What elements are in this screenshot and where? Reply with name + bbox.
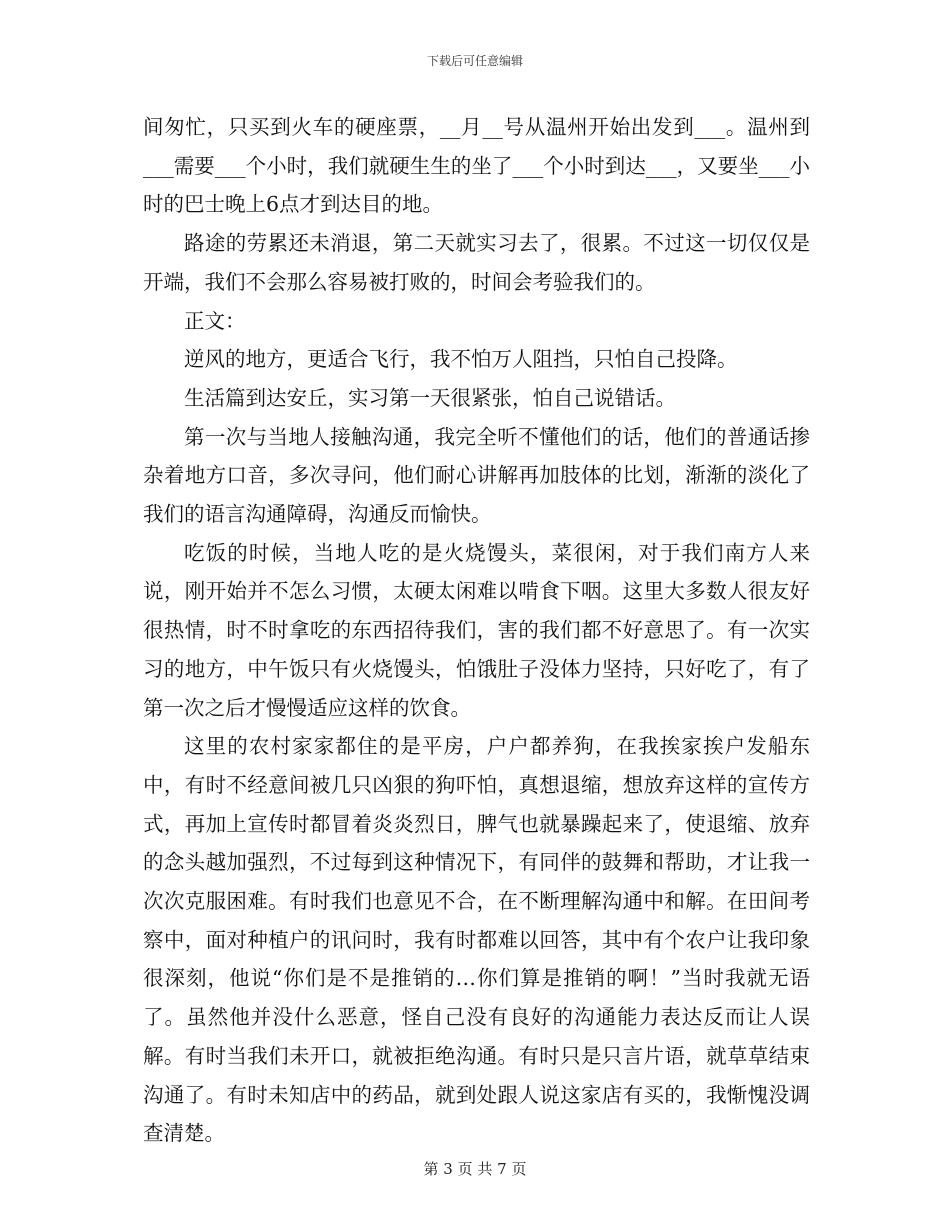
paragraph: 第一次与当地人接触沟通，我完全听不懂他们的话，他们的普通话掺杂着地方口音，多次寻问，他们耐心讲解再加肢体的比划，渐渐的淡化了我们的语言沟通障碍，沟通反而愉快。 bbox=[143, 424, 810, 527]
paragraph-continuation: 间匆忙，只买到火车的硬座票，__月__号从温州开始出发到___。温州到___需要___个小时，我们就硬生生的坐了___个小时到达___，又要坐___小时的巴士晚上6点才到达目的地。 bbox=[143, 115, 810, 217]
paragraph: 逆风的地方，更适合飞行，我不怕万人阻挡，只怕自己投降。 bbox=[184, 347, 738, 372]
paragraph: 这里的农村家家都住的是平房，户户都养狗，在我挨家挨户发船东中，有时不经意间被几只凶狠的狗吓怕，真想退缩，想放弃这样的宣传方式，再加上宣传时都冒着炎炎烈日，脾气也就暴躁起来了，使退缩、放弃的念头越加强烈，不过每到这种情况下，有同伴的鼓舞和帮助，才让我一次次克服困难。有时我们也意见不合，在不断理解沟通中和解。在田间考察中，面对种植户的讯问时，我有时都难以回答，其中有个农户让我印象很深刻，他说“你们是不是推销的…你们算是推销的啊！”当时我就无语了。虽然他并没什么恶意，怪自己没有良好的沟通能力表达反而让人误解。有时当我们未开口，就被拒绝沟通。有时只是只言片语，就草草结束沟通了。有时未知店中的药品，就到处跟人说这家店有买的，我惭愧没调查清楚。 bbox=[143, 734, 810, 1146]
page-header: 下载后可任意编辑 bbox=[426, 54, 523, 68]
section-heading: 正文： bbox=[184, 308, 246, 333]
paragraph: 生活篇到达安丘，实习第一天很紧张，怕自己说错话。 bbox=[184, 385, 676, 410]
paragraph: 路途的劳累还未消退，第二天就实习去了，很累。不过这一切仅仅是开端，我们不会那么容易被打败的，时间会考验我们的。 bbox=[143, 231, 810, 294]
document-body bbox=[143, 108, 810, 1153]
page-number: 第 3 页 共 7 页 bbox=[423, 1160, 527, 1178]
paragraph: 吃饭的时候，当地人吃的是火烧馒头，菜很闲，对于我们南方人来说，刚开始并不怎么习惯，太硬太闲难以啃食下咽。这里大多数人很友好很热情，时不时拿吃的东西招待我们，害的我们都不好意思了。有一次实习的地方，中午饭只有火烧馒头，怕饿肚子没体力坚持，只好吃了，有了第一次之后才慢慢适应这样的饮食。 bbox=[143, 540, 810, 720]
